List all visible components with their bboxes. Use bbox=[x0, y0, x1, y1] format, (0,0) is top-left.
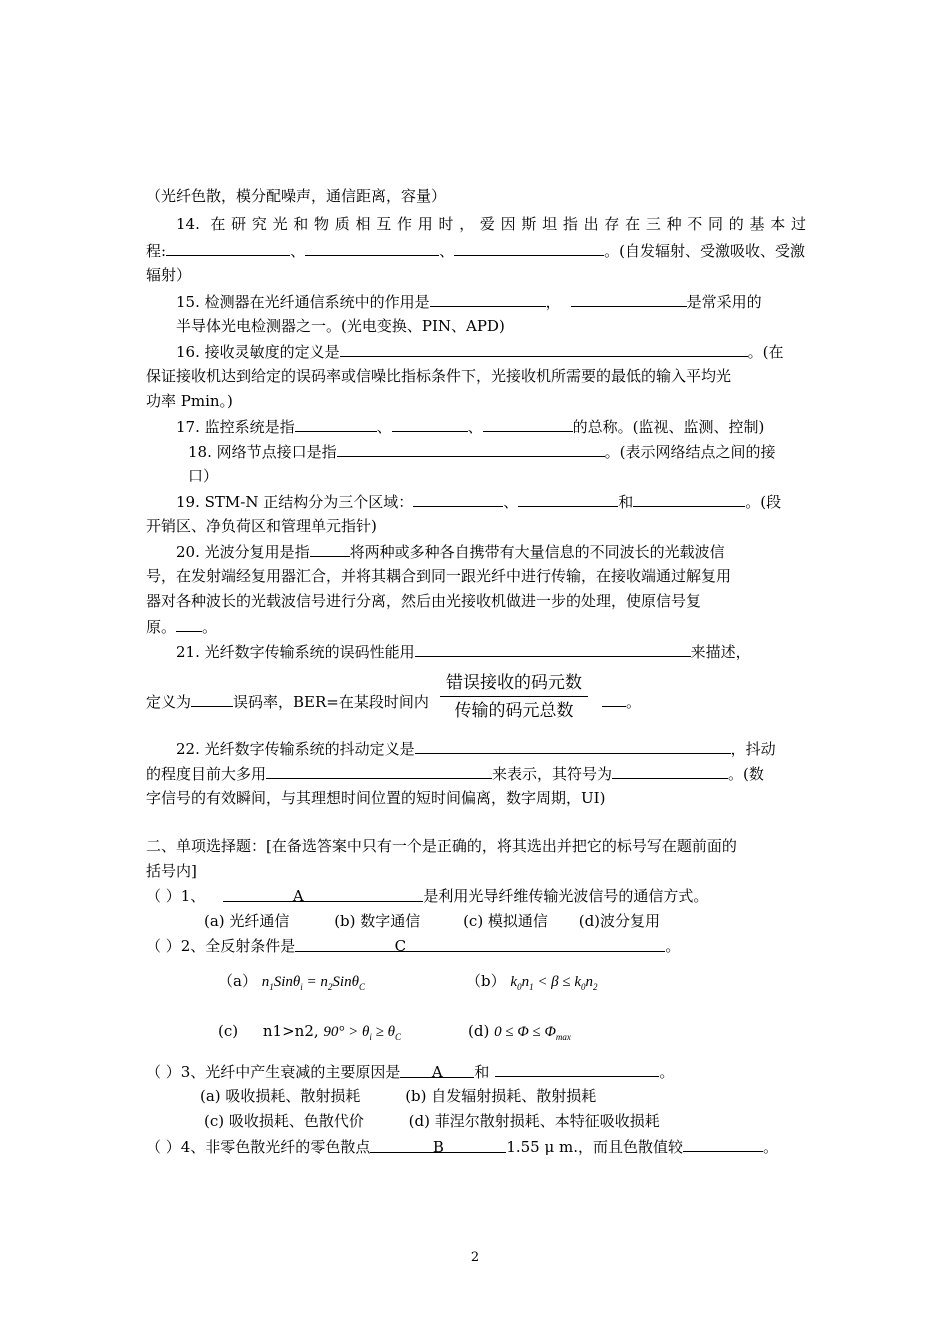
choice-3-options-cd bbox=[204, 1110, 660, 1132]
answer-blank[interactable] bbox=[305, 239, 439, 256]
answer-blank[interactable] bbox=[413, 490, 503, 507]
question-22: 22. 光纤数字传输系统的抖动定义是 ，抖动 bbox=[176, 737, 776, 760]
text-line: 字信号的有效瞬间，与其理想时间位置的短时间偏离，数字周期，UI) bbox=[146, 789, 606, 807]
answer-blank[interactable] bbox=[337, 440, 605, 457]
formula-phi: $0 \le \Phi \le \Phi_{max}$ bbox=[494, 1024, 571, 1042]
option-c[interactable]: (c) 吸收损耗、色散代价 bbox=[204, 1112, 364, 1130]
text-line: 半导体光电检测器之一。(光电变换、PIN、APD) bbox=[176, 317, 505, 335]
text-line: 保证接收机达到给定的误码率或信噪比指标条件下，光接收机所需要的最低的输入平均光 bbox=[146, 367, 732, 385]
choice-2-option-c[interactable]: (c) n1>n2, $90^\circ > \theta_i \ge \theta_C$ bbox=[218, 1022, 402, 1042]
answer-blank[interactable] bbox=[415, 640, 691, 657]
text-line: 号，在发射端经复用器汇合，并将其耦合到同一跟光纤中进行传输，在接收端通过解复用 bbox=[146, 567, 732, 585]
option-b[interactable]: (b) 自发辐射损耗、散射损耗 bbox=[405, 1087, 597, 1105]
option-d[interactable]: (d) 菲涅尔散射损耗、本特征吸收损耗 bbox=[408, 1112, 660, 1130]
fraction-numerator: 错误接收的码元数 bbox=[440, 670, 588, 697]
answer-blank[interactable] bbox=[495, 1060, 659, 1077]
text-line: 括号内] bbox=[146, 862, 197, 880]
question-16: 16. 接收灵敏度的定义是 。(在 bbox=[176, 340, 783, 363]
answer-blank[interactable] bbox=[571, 290, 687, 307]
question-14-blanks: 程: 、 、 。(自发辐射、受激吸收、受激 bbox=[146, 239, 805, 262]
option-a[interactable]: (a) 光纤通信 bbox=[204, 912, 290, 930]
text-line: 口） bbox=[188, 467, 219, 485]
choice-4: （ ）4、非零色散光纤的零色散点 B 1.55 μ m.，而且色散值较 。 bbox=[146, 1135, 778, 1158]
question-17: 17. 监控系统是指 、 、 的总称。(监视、监测、控制) bbox=[176, 415, 764, 438]
answer-blank[interactable]: A bbox=[223, 885, 423, 902]
text-line: 开销区、净负荷区和管理单元指针) bbox=[146, 517, 377, 535]
choice-1-options bbox=[204, 910, 660, 932]
option-b[interactable]: (b) 数字通信 bbox=[334, 912, 421, 930]
choice-2: （ ）2、全反射条件是 C 。 bbox=[146, 937, 681, 955]
choice-2-option-b[interactable]: （b） $k_0n_1 < \beta \le k_0n_2$ bbox=[466, 972, 598, 992]
answer-blank[interactable] bbox=[683, 1135, 763, 1152]
answer-blank[interactable] bbox=[295, 415, 377, 432]
answer-blank[interactable] bbox=[602, 690, 626, 707]
option-c[interactable]: (c) 模拟通信 bbox=[463, 912, 548, 930]
answer-blank[interactable]: B bbox=[370, 1136, 506, 1153]
answer-blank[interactable] bbox=[483, 415, 573, 432]
question-18: 18. 网络节点接口是指 。(表示网络结点之间的接 bbox=[188, 440, 775, 463]
choice-2-option-a[interactable]: （a） $n_1Sin\theta_i = n_2Sin\theta_C$ bbox=[218, 972, 365, 992]
answer-blank[interactable] bbox=[176, 615, 202, 632]
text-line: （光纤色散，模分配噪声，通信距离，容量） bbox=[146, 187, 447, 205]
formula-snell: $n_1Sin\theta_i = n_2Sin\theta_C$ bbox=[261, 974, 365, 992]
text-line: 辐射） bbox=[146, 266, 192, 284]
answer-blank[interactable] bbox=[191, 690, 233, 707]
answer-blank[interactable] bbox=[518, 490, 618, 507]
answer-blank[interactable] bbox=[633, 490, 745, 507]
answer-blank[interactable] bbox=[266, 762, 492, 779]
answer-blank[interactable] bbox=[310, 540, 350, 557]
choice-2-option-d[interactable]: (d) $0 \le \Phi \le \Phi_{max}$ bbox=[468, 1022, 571, 1042]
question-21-definition: 定义为 误码率，BER=在某段时间内 bbox=[146, 690, 429, 713]
answer-blank[interactable] bbox=[340, 340, 748, 357]
section-heading: 二、单项选择题：[在备选答案中只有一个是正确的，将其选出并把它的标号写在题前面的 bbox=[146, 837, 737, 855]
text-line: 原。 。 bbox=[146, 615, 217, 638]
fraction-denominator: 传输的码元总数 bbox=[454, 701, 574, 721]
fraction-tail: 。 bbox=[602, 690, 641, 713]
formula-angle: $90^\circ > \theta_i \ge \theta_C$ bbox=[323, 1024, 402, 1042]
text-line: 器对各种波长的光载波信号进行分离，然后由光接收机做进一步的处理，使原信号复 bbox=[146, 592, 702, 610]
question-20: 20. 光波分复用是指 将两种或多种各自携带有大量信息的不同波长的光载波信 bbox=[176, 540, 725, 563]
formula-beta-range: $k_0n_1 < \beta \le k_0n_2$ bbox=[510, 974, 598, 992]
choice-3-options-ab bbox=[200, 1085, 596, 1107]
choice-1: （ ）1、 A 是利用光导纤维传输光波信号的通信方式。 bbox=[146, 887, 709, 905]
answer-blank[interactable] bbox=[612, 762, 728, 779]
answer-blank[interactable]: C bbox=[295, 935, 665, 952]
choice-3: （ ）3、光纤中产生衰减的主要原因是 A 和 。 bbox=[146, 1060, 674, 1083]
answer-blank[interactable] bbox=[430, 290, 546, 307]
option-a[interactable]: (a) 吸收损耗、散射损耗 bbox=[200, 1087, 361, 1105]
question-21: 21. 光纤数字传输系统的误码性能用 来描述， bbox=[176, 640, 751, 663]
answer-blank[interactable] bbox=[166, 239, 290, 256]
text-line: 功率 Pmin。) bbox=[146, 392, 233, 410]
question-15: 15. 检测器在光纤通信系统中的作用是 ， 是常采用的 bbox=[176, 290, 762, 313]
answer-blank[interactable] bbox=[392, 415, 468, 432]
option-d[interactable]: (d)波分复用 bbox=[578, 912, 661, 930]
answer-blank[interactable]: A bbox=[400, 1061, 474, 1078]
question-14: 14. 在研究光和物质相互作用时，爱因斯坦指出存在三种不同的基本过 bbox=[176, 215, 806, 233]
ber-fraction bbox=[440, 670, 588, 725]
text-line: 的程度目前大多用 来表示，其符号为 。(数 bbox=[146, 762, 764, 785]
answer-blank[interactable] bbox=[454, 239, 604, 256]
answer-blank[interactable] bbox=[415, 737, 731, 754]
question-19: 19. STM-N 正结构分为三个区域： 、 和 。(段 bbox=[176, 490, 781, 513]
page-number: 2 bbox=[470, 1250, 480, 1265]
